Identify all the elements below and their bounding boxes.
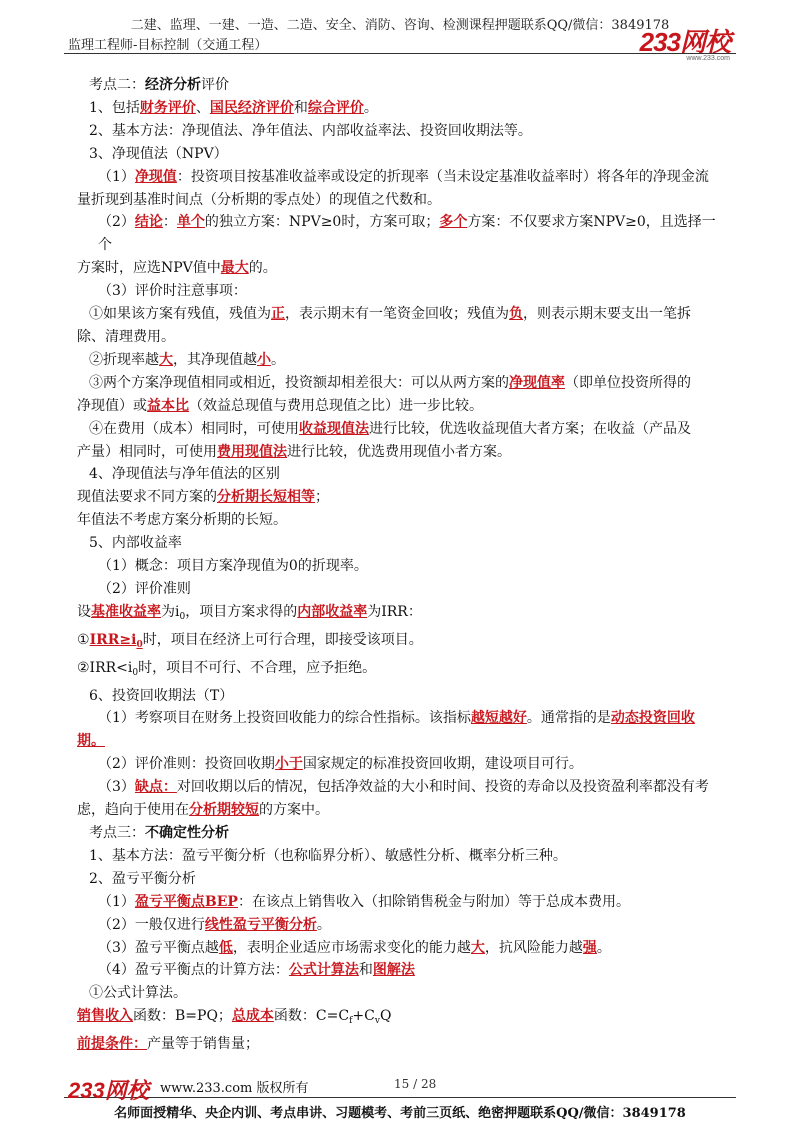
text-fragment: ③两个方案净现值相同或相近，投资额却相差很大：可以从两方案的	[89, 374, 509, 391]
header-top-text: 二建、监理、一建、一造、二造、安全、消防、咨询、检测课程押题联系QQ/微信：3849178	[130, 18, 670, 33]
text-line	[77, 395, 729, 418]
text-fragment: ，抗风险能力越	[484, 939, 583, 956]
header-subtitle: 监理工程师-目标控制（交通工程）	[68, 38, 268, 53]
footer-logo[interactable]: 233网校	[68, 1078, 149, 1103]
text-fragment: （2）一般仅进行	[98, 916, 205, 933]
highlighted-term: 大	[159, 351, 173, 368]
text-line: （2）评价准则	[98, 580, 191, 597]
highlighted-term: 低	[218, 939, 233, 956]
text-line	[89, 418, 729, 441]
brand-logo-text: 233网校	[639, 27, 730, 57]
text-line: 5、内部收益率	[89, 535, 182, 552]
text-fragment: ：	[162, 214, 177, 231]
text-fragment: 虑，趋向于使用在	[77, 802, 189, 819]
text-fragment: （3）盈亏平衡点越	[98, 939, 219, 956]
text-fragment: 1、包括	[89, 99, 140, 116]
text-fragment: 0	[132, 667, 139, 678]
section-heading	[89, 74, 729, 97]
text-line	[89, 166, 729, 189]
text-line	[89, 914, 729, 937]
section-heading	[89, 822, 729, 845]
text-fragment: 评价	[201, 77, 229, 93]
text-line: 2、盈亏平衡分析	[89, 870, 196, 887]
text-line: （1）概念：项目方案净现值为0的折现率。	[98, 558, 368, 575]
highlighted-term: 国民经济评价	[209, 99, 294, 116]
text-fragment: 。	[271, 351, 285, 368]
text-fragment: ②IRR<i	[77, 659, 133, 676]
text-fragment: v	[374, 1016, 380, 1027]
text-line	[89, 349, 729, 372]
text-fragment: 。	[363, 99, 378, 116]
text-fragment: 时，项目不可行、不合理，应予拒绝。	[138, 659, 377, 676]
text-fragment: ①如果该方案有残值，残值为	[89, 306, 271, 323]
text-line: 除、清理费用。	[77, 328, 175, 345]
text-fragment: （1）	[98, 168, 135, 185]
text-line	[89, 753, 729, 776]
text-line	[89, 937, 729, 960]
text-fragment: 。通常指的是	[526, 710, 611, 727]
text-fragment: 。	[316, 916, 331, 933]
text-fragment: 为i	[161, 603, 180, 620]
text-fragment: 函数：B=PQ；	[133, 1008, 232, 1025]
highlighted-term: 动态投资回收	[610, 710, 695, 727]
text-fragment: 时，项目在经济上可行合理，即接受该项目。	[142, 631, 423, 648]
text-line: ①公式计算法。	[89, 985, 187, 1002]
text-line	[89, 707, 729, 730]
highlighted-term: 费用现值法	[217, 443, 287, 460]
text-line	[89, 891, 729, 914]
text-line: 3、净现值法（NPV）	[89, 145, 228, 162]
text-fragment: （2）	[98, 214, 135, 231]
text-fragment: 方案：不仅要求方案NPV≥0，且选择一个	[98, 214, 716, 254]
text-line: 量折现到基准时间点（分析期的零点处）的现值之代数和。	[77, 191, 441, 208]
text-fragment: （3）	[98, 779, 135, 796]
text-fragment: 0	[179, 611, 186, 622]
text-fragment: 净现值）或	[77, 397, 147, 414]
page-number: 15 / 28	[394, 1077, 437, 1091]
highlighted-term: 盈亏平衡点BEP	[134, 893, 238, 910]
text-line: 6、投资回收期法（T）	[89, 687, 234, 704]
text-fragment: 考点二：	[89, 77, 145, 93]
text-line: （3）评价时注意事项：	[98, 283, 247, 300]
text-fragment: 设	[77, 603, 91, 620]
text-fragment: 现值法要求不同方案的	[77, 489, 217, 506]
text-fragment: （1）考察项目在财务上投资回收能力的综合性指标。该指标	[98, 710, 471, 727]
highlighted-term: 益本比	[147, 397, 189, 414]
text-fragment: 和	[358, 962, 373, 979]
text-line	[77, 657, 729, 685]
text-fragment: 函数：C=C	[273, 1008, 350, 1025]
text-fragment: 、	[195, 99, 210, 116]
highlighted-term: 财务评价	[139, 99, 196, 116]
highlighted-term: 多个	[439, 214, 468, 231]
highlighted-term: 线性盈亏平衡分析	[204, 916, 317, 933]
highlighted-term: 小	[257, 351, 271, 368]
text-fragment: 的独立方案：NPV≥0时，方案可取；	[204, 214, 440, 231]
text-fragment: ，表示期末有一笔资金回收；残值为	[285, 306, 509, 323]
text-fragment: Q	[379, 1008, 392, 1025]
text-fragment: （4）盈亏平衡点的计算方法：	[98, 962, 289, 979]
highlighted-term: 净现值	[134, 168, 177, 185]
footer-bottom-text: 名师面授精华、央企内训、考点串讲、习题模考、考前三页纸、绝密押题联系QQ/微信：3849178	[114, 1106, 686, 1121]
highlighted-term: 越短越好	[470, 710, 527, 727]
highlighted-term: 图解法	[372, 962, 415, 979]
text-fragment: 和	[293, 99, 308, 116]
highlighted-term: 收益现值法	[299, 420, 369, 437]
highlighted-term: 最大	[220, 260, 249, 277]
text-line: 1、基本方法：盈亏平衡分析（也称临界分析）、敏感性分析、概率分析三种。	[89, 847, 567, 864]
text-line	[77, 601, 729, 629]
text-fragment: ，其净现值越	[173, 351, 257, 368]
highlighted-term: 内部收益率	[297, 603, 368, 620]
highlighted-term: 单个	[176, 214, 205, 231]
text-fragment: 考点三：	[89, 825, 145, 841]
text-fragment: 进行比较，优选费用现值小者方案。	[287, 443, 511, 460]
brand-logo-site: www.233.com	[686, 55, 730, 62]
brand-logo[interactable]	[640, 22, 730, 62]
document-body	[77, 74, 729, 1056]
highlighted-term: 强	[582, 939, 597, 956]
text-line	[77, 1033, 729, 1056]
text-line	[89, 959, 729, 982]
text-fragment: 。	[596, 939, 611, 956]
text-line: 4、净现值法与净年值法的区别	[89, 466, 280, 483]
text-fragment: 产量等于销售量；	[147, 1036, 259, 1053]
text-fragment: ：在该点上销售收入（扣除销售税金与附加）等于总成本费用。	[237, 893, 630, 910]
text-fragment: 产量）相同时，可使用	[77, 443, 217, 460]
highlighted-term: 净现值率	[509, 374, 565, 391]
text-line	[89, 303, 729, 326]
highlighted-term: 分析期长短相等	[217, 489, 315, 506]
footer-rule	[64, 1097, 736, 1098]
text-line	[77, 441, 729, 464]
text-line	[89, 97, 729, 120]
highlighted-term: 销售收入	[77, 1008, 133, 1025]
highlighted-term: 综合评价	[307, 99, 364, 116]
text-line	[89, 776, 729, 799]
text-fragment: ；	[315, 489, 329, 506]
highlighted-term: 期。	[77, 733, 105, 750]
footer-site: www.233.com 版权所有	[160, 1081, 309, 1096]
header-rule	[64, 53, 736, 54]
highlighted-term: 0	[136, 639, 143, 650]
text-fragment: ：投资项目按基准收益率或设定的折现率（当未设定基准收益率时）将各年的净现金流	[176, 168, 709, 185]
text-fragment: 的。	[248, 260, 277, 277]
text-line: 年值法不考虑方案分析期的长短。	[77, 512, 287, 529]
text-fragment: +C	[352, 1008, 375, 1025]
text-line	[77, 799, 729, 822]
highlighted-term: 小于	[274, 756, 303, 773]
highlighted-term: IRR≥i	[89, 631, 137, 648]
text-fragment: 的方案中。	[259, 802, 329, 819]
text-fragment: ②折现率越	[89, 351, 159, 368]
text-line	[77, 1005, 729, 1033]
highlighted-term: 前提条件：	[77, 1036, 147, 1053]
text-line	[89, 372, 729, 395]
highlighted-term: 大	[470, 939, 485, 956]
highlighted-term: 结论	[134, 214, 163, 231]
text-line: 2、基本方法：净现值法、净年值法、内部收益率法、投资回收期法等。	[89, 122, 532, 139]
text-fragment: ①	[77, 631, 90, 648]
text-fragment: （1）	[98, 893, 135, 910]
text-fragment: 进行比较，优选收益现值大者方案；在收益（产品及	[369, 420, 691, 437]
text-fragment: 国家规定的标准投资回收期，建设项目可行。	[302, 756, 583, 773]
text-fragment: ，项目方案求得的	[185, 603, 298, 620]
text-fragment: 为IRR：	[367, 603, 422, 620]
text-fragment: ，表明企业适应市场需求变化的能力越	[232, 939, 471, 956]
text-fragment: （效益总现值与费用总现值之比）进一步比较。	[189, 397, 483, 414]
text-line	[77, 257, 729, 280]
text-line	[77, 730, 729, 753]
text-fragment: f	[349, 1016, 353, 1027]
text-fragment: （2）评价准则：投资回收期	[98, 756, 275, 773]
text-fragment: 对回收期以后的情况，包括净效益的大小和时间、投资的寿命以及投资盈利率都没有考	[176, 779, 709, 796]
text-fragment: （即单位投资所得的	[565, 374, 691, 391]
text-fragment: 经济分析	[145, 77, 201, 93]
text-line	[77, 629, 729, 657]
highlighted-term: 分析期较短	[189, 802, 259, 819]
text-fragment: ，则表示期末要支出一笔拆	[523, 306, 691, 323]
text-fragment: 方案时，应选NPV值中	[77, 260, 221, 277]
text-fragment: ④在费用（成本）相同时，可使用	[89, 420, 299, 437]
text-line	[77, 486, 729, 509]
highlighted-term: 公式计算法	[288, 962, 359, 979]
highlighted-term: 正	[271, 306, 285, 323]
highlighted-term: 总成本	[231, 1008, 274, 1025]
text-line	[89, 211, 729, 257]
text-fragment: 不确定性分析	[145, 825, 229, 841]
highlighted-term: 基准收益率	[91, 603, 161, 620]
highlighted-term: 负	[509, 306, 523, 323]
highlighted-term: 缺点：	[134, 779, 177, 796]
